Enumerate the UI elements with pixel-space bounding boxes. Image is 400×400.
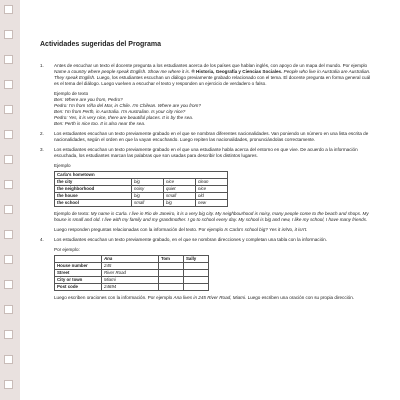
table-row: Street River Road	[55, 270, 209, 277]
binder-hole	[4, 5, 13, 14]
dialogue-line: Pedro: I'm from Viña del Mar, in Chile. I'm Chilean. Where are you from?	[54, 103, 201, 108]
hometown-table	[54, 171, 228, 207]
binder-hole	[4, 330, 13, 339]
dialogue-line: Pedro: Yes, it is very nice, there are beautiful places. It is by the sea.	[54, 115, 194, 120]
table-header-row: Ana Tom Sally	[55, 256, 209, 263]
binder-hole	[4, 380, 13, 389]
activity-item-1	[40, 63, 376, 127]
item-number: 3.	[40, 147, 44, 152]
example-label: Ejemplo	[54, 163, 71, 168]
binder-hole	[4, 280, 13, 289]
table-row: the school small big new	[55, 200, 228, 207]
page-title: Actividades sugeridas del Programa	[40, 41, 161, 48]
activity-item-3	[40, 147, 376, 233]
item-text: Los estudiantes escuchan un texto previamente grabado en el que se nombran diferentes nacionalidades. Van poniendo un número en una lista escrita de nacionalidades, según el orden en que la vayan escuchando. Luego repiten las nacionalidades, pronunciándolas correctamente.	[54, 131, 369, 142]
table-header: Carla's hometown	[55, 172, 228, 179]
binder-strip	[0, 0, 20, 400]
table-row: City or town Miami	[55, 277, 209, 284]
table-row: the house big small old	[55, 193, 228, 200]
binder-hole	[4, 255, 13, 264]
binder-hole	[4, 80, 13, 89]
dialogue-line: Ben: I'm from Perth, in Australia. I'm Australian. Is your city nice?	[54, 109, 186, 114]
table-row: Post code 24694	[55, 284, 209, 291]
binder-hole	[4, 105, 13, 114]
activity-item-2	[40, 131, 376, 143]
activity-item-4	[40, 237, 376, 301]
item-number: 2.	[40, 131, 44, 136]
binder-hole	[4, 230, 13, 239]
binder-hole	[4, 55, 13, 64]
table-row: the city big nice clean	[55, 179, 228, 186]
binder-hole	[4, 130, 13, 139]
item-text: Luego escriben oraciones con la información. Por ejemplo Ana lives in 245 River Road, Miami. Luego escriben una oración con su propia dirección.	[54, 295, 355, 300]
item-text: Ejemplo de texto: My name is Carla. I live in Rio de Janeiro, it is a very big city. My neighbourhood is noisy, many people come to the beach and shops. My house is small and old. I live with my family and my grandmother. I go to school every day. My school is big and new, I like my school, I have many friends.	[54, 211, 369, 222]
binder-hole	[4, 355, 13, 364]
binder-hole	[4, 305, 13, 314]
item-number: 4.	[40, 237, 44, 242]
item-text: Luego responden preguntas relacionadas con la información del texto. Por ejemplo Is Carla's school big? Yes it is/No, it isn't.	[54, 227, 308, 232]
binder-hole	[4, 205, 13, 214]
binder-hole	[4, 30, 13, 39]
example-label: Por ejemplo:	[54, 247, 80, 252]
item-text: Antes de escuchar un texto el docente pregunta a los estudiantes acerca de los países que hablan inglés, con apoyo de un mapa del mundo. Por ejemplo Name a country where people speak English. Show me where it is. ® Historia, Geografía y Ciencias Sociales. People who live in Australia are Australian. They speak English. Luego, los estudiantes escuchan un diálogo previamente grabado relacionado con el tema. El docente pregunta en forma general cuál es el tema del diálogo. Luego vuelven a escuchar el texto y responden un ejercicio de verdadero o falso.	[54, 63, 371, 86]
binder-hole	[4, 155, 13, 164]
example-label: Ejemplo de texto	[54, 91, 89, 96]
item-text: Los estudiantes escuchan un texto previamente grabado en el que una estudiante habla acerca del entorno en que vive. De acuerdo a la información escuchada, los estudiantes marcan las palabras que son usadas para describir los distintos lugares.	[54, 147, 358, 158]
item-number: 1.	[40, 63, 44, 68]
dialogue-line: Ben: Perth is nice too. It is also near the sea.	[54, 121, 146, 126]
document-page	[40, 40, 376, 305]
table-row: House number 245	[55, 263, 209, 270]
item-text: Los estudiantes escuchan un texto previamente grabado, en el que se nombran direcciones y completan una tabla con la información.	[54, 237, 327, 242]
binder-hole	[4, 180, 13, 189]
address-table	[54, 255, 209, 291]
table-row: the neighborhood noisy quiet nice	[55, 186, 228, 193]
dialogue-line: Ben: Where are you from, Pedro?	[54, 97, 123, 102]
